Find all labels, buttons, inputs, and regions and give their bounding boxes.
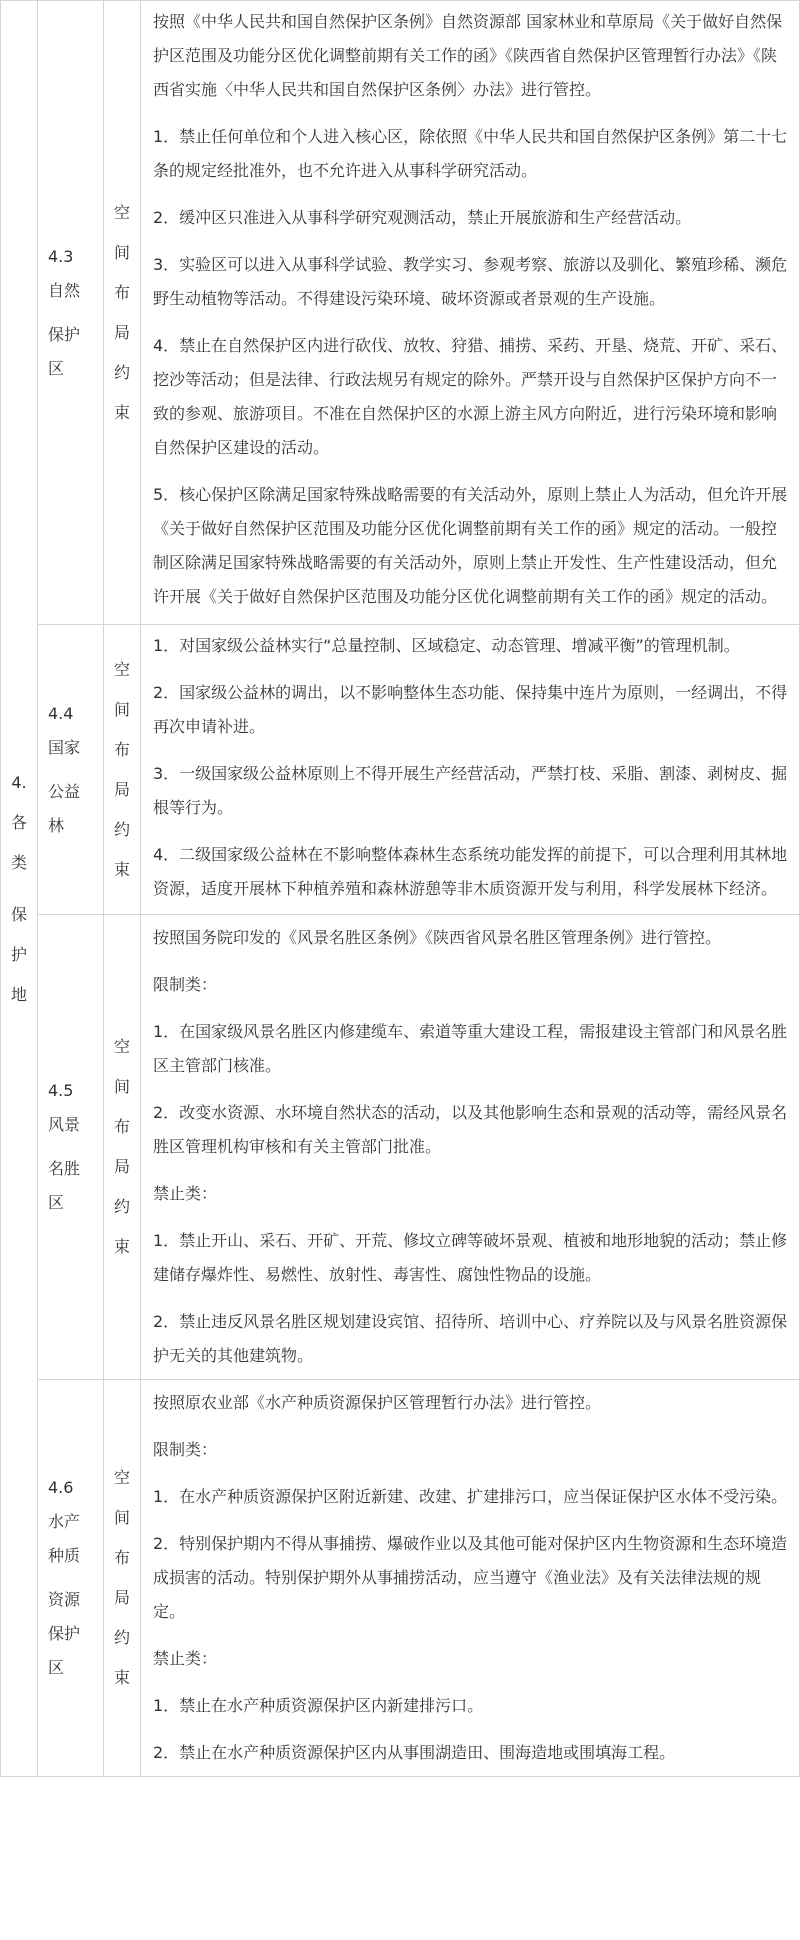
constraint-char: 局 (113, 1588, 130, 1607)
constraint-char: 间 (113, 1508, 130, 1527)
regulation-paragraph: 2．国家级公益林的调出，以不影响整体生态功能、保持集中连片为原则，一经调出，不得再次申请补进。 (153, 683, 788, 736)
regulation-text-cell (141, 1380, 800, 1777)
regulation-paragraph: 4．二级国家级公益林在不影响整体森林生态系统功能发挥的前提下，可以合理利用其林地资源，适度开展林下种植养殖和森林游憩等非木质资源开发与利用，科学发展林下经济。 (153, 845, 788, 898)
area-name-line: 区 (48, 1193, 65, 1212)
area-name-line: 风景 (48, 1115, 81, 1134)
regulation-paragraph: 按照《中华人民共和国自然保护区条例》自然资源部 国家林业和草原局《关于做好自然保护区范围及功能分区优化调整前期有关工作的函》《陕西省自然保护区管理暂行办法》《陕西省实施〈中华人民共和国自然保护区条例〉办法》进行管控。 (153, 12, 783, 99)
area-name-line: 公益 (48, 781, 81, 801)
regulation-subheading: 禁止类： (153, 1184, 218, 1203)
area-name-line: 名胜 (48, 1159, 81, 1178)
regulation-paragraph: 3．实验区可以进入从事科学试验、教学实习、参观考察、旅游以及驯化、繁殖珍稀、濒危野生动植物等活动。不得建设污染环境、破坏资源或者景观的生产设施。 (153, 255, 788, 308)
regulation-text-cell (141, 915, 800, 1380)
regulation-subheading: 限制类： (153, 1440, 218, 1459)
area-id: 4.6 (48, 1478, 74, 1497)
category-char: 各 (10, 812, 27, 832)
constraint-char: 空 (113, 202, 130, 222)
area-id: 4.5 (48, 1081, 74, 1100)
constraint-char: 约 (113, 1197, 130, 1216)
category-char: 地 (10, 984, 27, 1004)
area-name-cell (38, 1, 104, 625)
constraint-char: 空 (113, 659, 130, 679)
table-row (1, 625, 800, 915)
constraint-type-cell (104, 625, 141, 915)
constraint-type-cell (104, 915, 141, 1380)
table-row (1, 915, 800, 1380)
constraint-char: 束 (113, 1668, 130, 1687)
category-char: 护 (10, 944, 27, 964)
area-name-line: 区 (48, 1658, 65, 1677)
regulation-paragraph: 按照原农业部《水产种质资源保护区管理暂行办法》进行管控。 (153, 1393, 602, 1412)
regulation-paragraph: 1．禁止在水产种质资源保护区内新建排污口。 (153, 1696, 484, 1715)
constraint-type-cell (104, 1, 141, 625)
area-name-line: 保护 (48, 324, 81, 344)
category-char: 保 (10, 904, 27, 924)
area-name-line: 国家 (48, 737, 81, 757)
area-name-line: 林 (48, 815, 65, 835)
regulation-paragraph: 4．禁止在自然保护区内进行砍伐、放牧、狩猎、捕捞、采药、开垦、烧荒、开矿、采石、挖沙等活动；但是法律、行政法规另有规定的除外。严禁开设与自然保护区保护方向不一致的参观、旅游项目。不准在自然保护区的水源上游主风方向附近，进行污染环境和影响自然保护区建设的活动。 (153, 336, 788, 457)
regulation-subheading: 限制类： (153, 975, 218, 994)
constraint-char: 约 (113, 362, 130, 382)
constraint-char: 间 (113, 699, 130, 719)
constraint-char: 束 (113, 1237, 130, 1256)
area-name-line: 资源 (48, 1590, 81, 1609)
regulation-paragraph: 2．禁止在水产种质资源保护区内从事围湖造田、围海造地或围填海工程。 (153, 1743, 676, 1762)
regulation-paragraph: 按照国务院印发的《风景名胜区条例》《陕西省风景名胜区管理条例》进行管控。 (153, 928, 722, 947)
area-id: 4.4 (48, 703, 74, 723)
constraint-type-cell (104, 1380, 141, 1777)
constraint-char: 局 (113, 779, 130, 799)
regulation-paragraph: 2．缓冲区只准进入从事科学研究观测活动，禁止开展旅游和生产经营活动。 (153, 208, 692, 227)
constraint-char: 局 (113, 322, 130, 342)
area-name-line: 种质 (48, 1546, 81, 1565)
regulation-paragraph: 5．核心保护区除满足国家特殊战略需要的有关活动外，原则上禁止人为活动，但允许开展《关于做好自然保护区范围及功能分区优化调整前期有关工作的函》规定的活动。一般控制区除满足国家特殊战略需要的有关活动外，原则上禁止开发性、生产性建设活动，但允许开展《关于做好自然保护区范围及功能分区优化调整前期有关工作的函》规定的活动。 (153, 485, 788, 606)
constraint-char: 布 (113, 282, 130, 302)
category-cell (1, 1, 38, 1777)
regulation-paragraph: 1．禁止开山、采石、开矿、开荒、修坟立碑等破坏景观、植被和地形地貌的活动；禁止修建储存爆炸性、易燃性、放射性、毒害性、腐蚀性物品的设施。 (153, 1231, 788, 1284)
constraint-char: 束 (113, 859, 130, 879)
area-name-line: 区 (48, 358, 65, 378)
area-name-line: 水产 (48, 1512, 81, 1531)
regulation-paragraph: 2．改变水资源、水环境自然状态的活动，以及其他影响生态和景观的活动等，需经风景名胜区管理机构审核和有关主管部门批准。 (153, 1103, 788, 1156)
table-row (1, 1, 800, 625)
regulation-text-cell (141, 1, 800, 625)
area-name-cell (38, 915, 104, 1380)
category-number: 4. (11, 772, 27, 792)
constraint-char: 空 (113, 1468, 130, 1487)
constraint-char: 约 (113, 819, 130, 839)
regulation-paragraph: 2．特别保护期内不得从事捕捞、爆破作业以及其他可能对保护区内生物资源和生态环境造成损害的活动。特别保护期外从事捕捞活动，应当遵守《渔业法》及有关法律法规的规定。 (153, 1534, 788, 1621)
constraint-char: 局 (113, 1157, 130, 1176)
constraint-char: 布 (113, 1548, 130, 1567)
regulation-paragraph: 1．对国家级公益林实行“总量控制、区域稳定、动态管理、增减平衡”的管理机制。 (153, 636, 740, 655)
constraint-char: 束 (113, 402, 130, 422)
table-row (1, 1380, 800, 1777)
constraint-char: 间 (113, 1077, 130, 1096)
area-id: 4.3 (48, 246, 74, 266)
regulation-paragraph: 1．禁止任何单位和个人进入核心区，除依照《中华人民共和国自然保护区条例》第二十七条的规定经批准外，也不允许进入从事科学研究活动。 (153, 127, 788, 180)
constraint-char: 约 (113, 1628, 130, 1647)
category-char: 类 (10, 852, 27, 872)
regulation-subheading: 禁止类： (153, 1649, 218, 1668)
area-name-line: 保护 (48, 1624, 81, 1643)
regulation-paragraph: 3．一级国家级公益林原则上不得开展生产经营活动，严禁打枝、采脂、割漆、剥树皮、掘根等行为。 (153, 764, 788, 817)
area-name-cell (38, 1380, 104, 1777)
regulation-paragraph: 1．在水产种质资源保护区附近新建、改建、扩建排污口，应当保证保护区水体不受污染。 (153, 1487, 788, 1506)
regulation-text-cell (141, 625, 800, 915)
constraint-char: 布 (113, 1117, 130, 1136)
constraint-char: 空 (113, 1037, 130, 1056)
regulation-paragraph: 2．禁止违反风景名胜区规划建设宾馆、招待所、培训中心、疗养院以及与风景名胜资源保护无关的其他建筑物。 (153, 1312, 788, 1365)
regulation-paragraph: 1．在国家级风景名胜区内修建缆车、索道等重大建设工程，需报建设主管部门和风景名胜区主管部门核准。 (153, 1022, 788, 1075)
constraint-char: 间 (113, 242, 130, 262)
area-name-cell (38, 625, 104, 915)
area-name-line: 自然 (48, 280, 81, 300)
constraint-char: 布 (113, 739, 130, 759)
